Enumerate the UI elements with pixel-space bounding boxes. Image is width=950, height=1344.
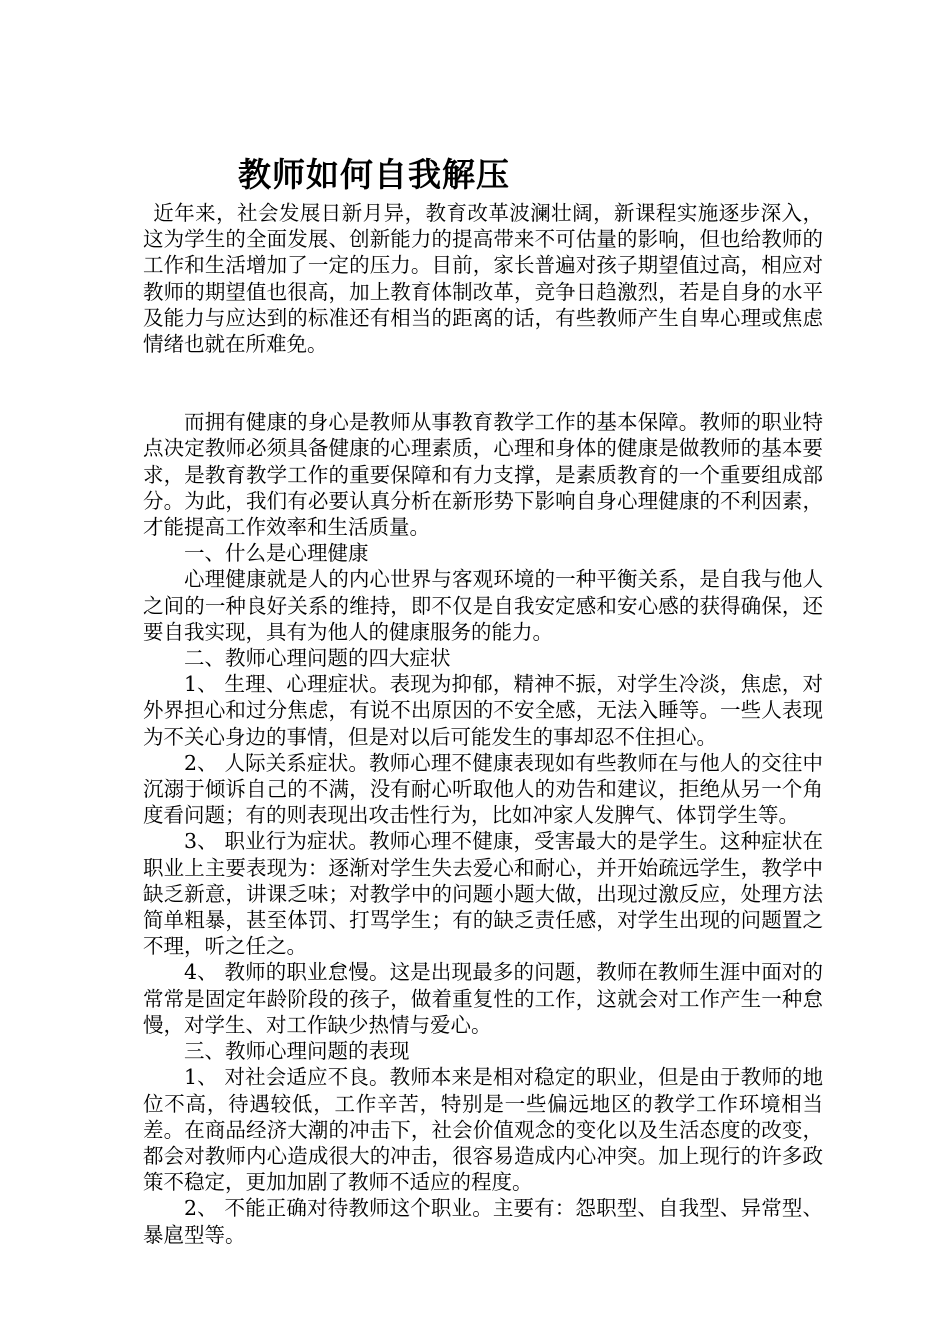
document-body [143, 200, 823, 1248]
paragraph-health-foundation: 而拥有健康的身心是教师从事教育教学工作的基本保障。教师的职业特点决定教师必须具备健康的心理素质，心理和身体的健康是做教师的基本要求，是教育教学工作的重要保障和有力支撑，是素质教育的一个重要组成部分。为此，我们有必要认真分析在新形势下影响自身心理健康的不利因素，才能提高工作效率和生活质量。 [143, 410, 823, 540]
list-item-symptom-2: 2、 人际关系症状。教师心理不健康表现如有些教师在与他人的交往中沉溺于倾诉自己的不满，没有耐心听取他人的劝告和建议，拒绝从另一个角度看问题；有的则表现出攻击性行为，比如冲家人发脾气、体罚学生等。 [143, 750, 823, 828]
paragraph-spacer [143, 383, 823, 409]
section-heading-2: 二、教师心理问题的四大症状 [184, 646, 451, 671]
section-heading-1: 一、什么是心理健康 [184, 541, 369, 566]
document-title: 教师如何自我解压 [238, 155, 510, 194]
list-item-manifestation-1: 1、 对社会适应不良。教师本来是相对稳定的职业，但是由于教师的地位不高，待遇较低，工作辛苦，特别是一些偏远地区的教学工作环境相当差。在商品经济大潮的冲击下，社会价值观念的变化以及生活态度的改变，都会对教师内心造成很大的冲击，很容易造成内心冲突。加上现行的许多政策不稳定，更加加剧了教师不适应的程度。 [143, 1065, 823, 1195]
paragraph-spacer [143, 357, 823, 383]
list-item-symptom-3: 3、 职业行为症状。教师心理不健康，受害最大的是学生。这种症状在职业上主要表现为：逐渐对学生失去爱心和耐心，并开始疏远学生，教学中缺乏新意，讲课乏味；对教学中的问题小题大做，出现过激反应，处理方法简单粗暴，甚至体罚、打骂学生；有的缺乏责任感，对学生出现的问题置之不理，听之任之。 [143, 829, 823, 959]
section-heading-3: 三、教师心理问题的表现 [184, 1039, 410, 1064]
paragraph-intro: 近年来，社会发展日新月异，教育改革波澜壮阔，新课程实施逐步深入，这为学生的全面发展、创新能力的提高带来不可估量的影响，但也给教师的工作和生活增加了一定的压力。目前，家长普遍对孩子期望值过高，相应对教师的期望值也很高，加上教育体制改革，竞争日趋激烈，若是自身的水平及能力与应达到的标准还有相当的距离的话，有些教师产生自卑心理或焦虑情绪也就在所难免。 [143, 201, 823, 357]
list-item-symptom-1: 1、 生理、心理症状。表现为抑郁，精神不振，对学生冷淡，焦虑，对外界担心和过分焦虑，有说不出原因的不安全感，无法入睡等。一些人表现为不关心身边的事情，但是对以后可能发生的事却忍不住担心。 [143, 672, 823, 749]
paragraph-definition: 心理健康就是人的内心世界与客观环境的一种平衡关系，是自我与他人之间的一种良好关系的维持，即不仅是自我安定感和安心感的获得确保，还要自我实现，具有为他人的健康服务的能力。 [143, 567, 823, 644]
list-item-symptom-4: 4、 教师的职业怠慢。这是出现最多的问题，教师在教师生涯中面对的常常是固定年龄阶段的孩子，做着重复性的工作，这就会对工作产生一种怠慢，对学生、对工作缺少热情与爱心。 [143, 960, 823, 1037]
list-item-manifestation-2: 2、 不能正确对待教师这个职业。主要有：怨职型、自我型、异常型、暴扈型等。 [143, 1196, 823, 1247]
